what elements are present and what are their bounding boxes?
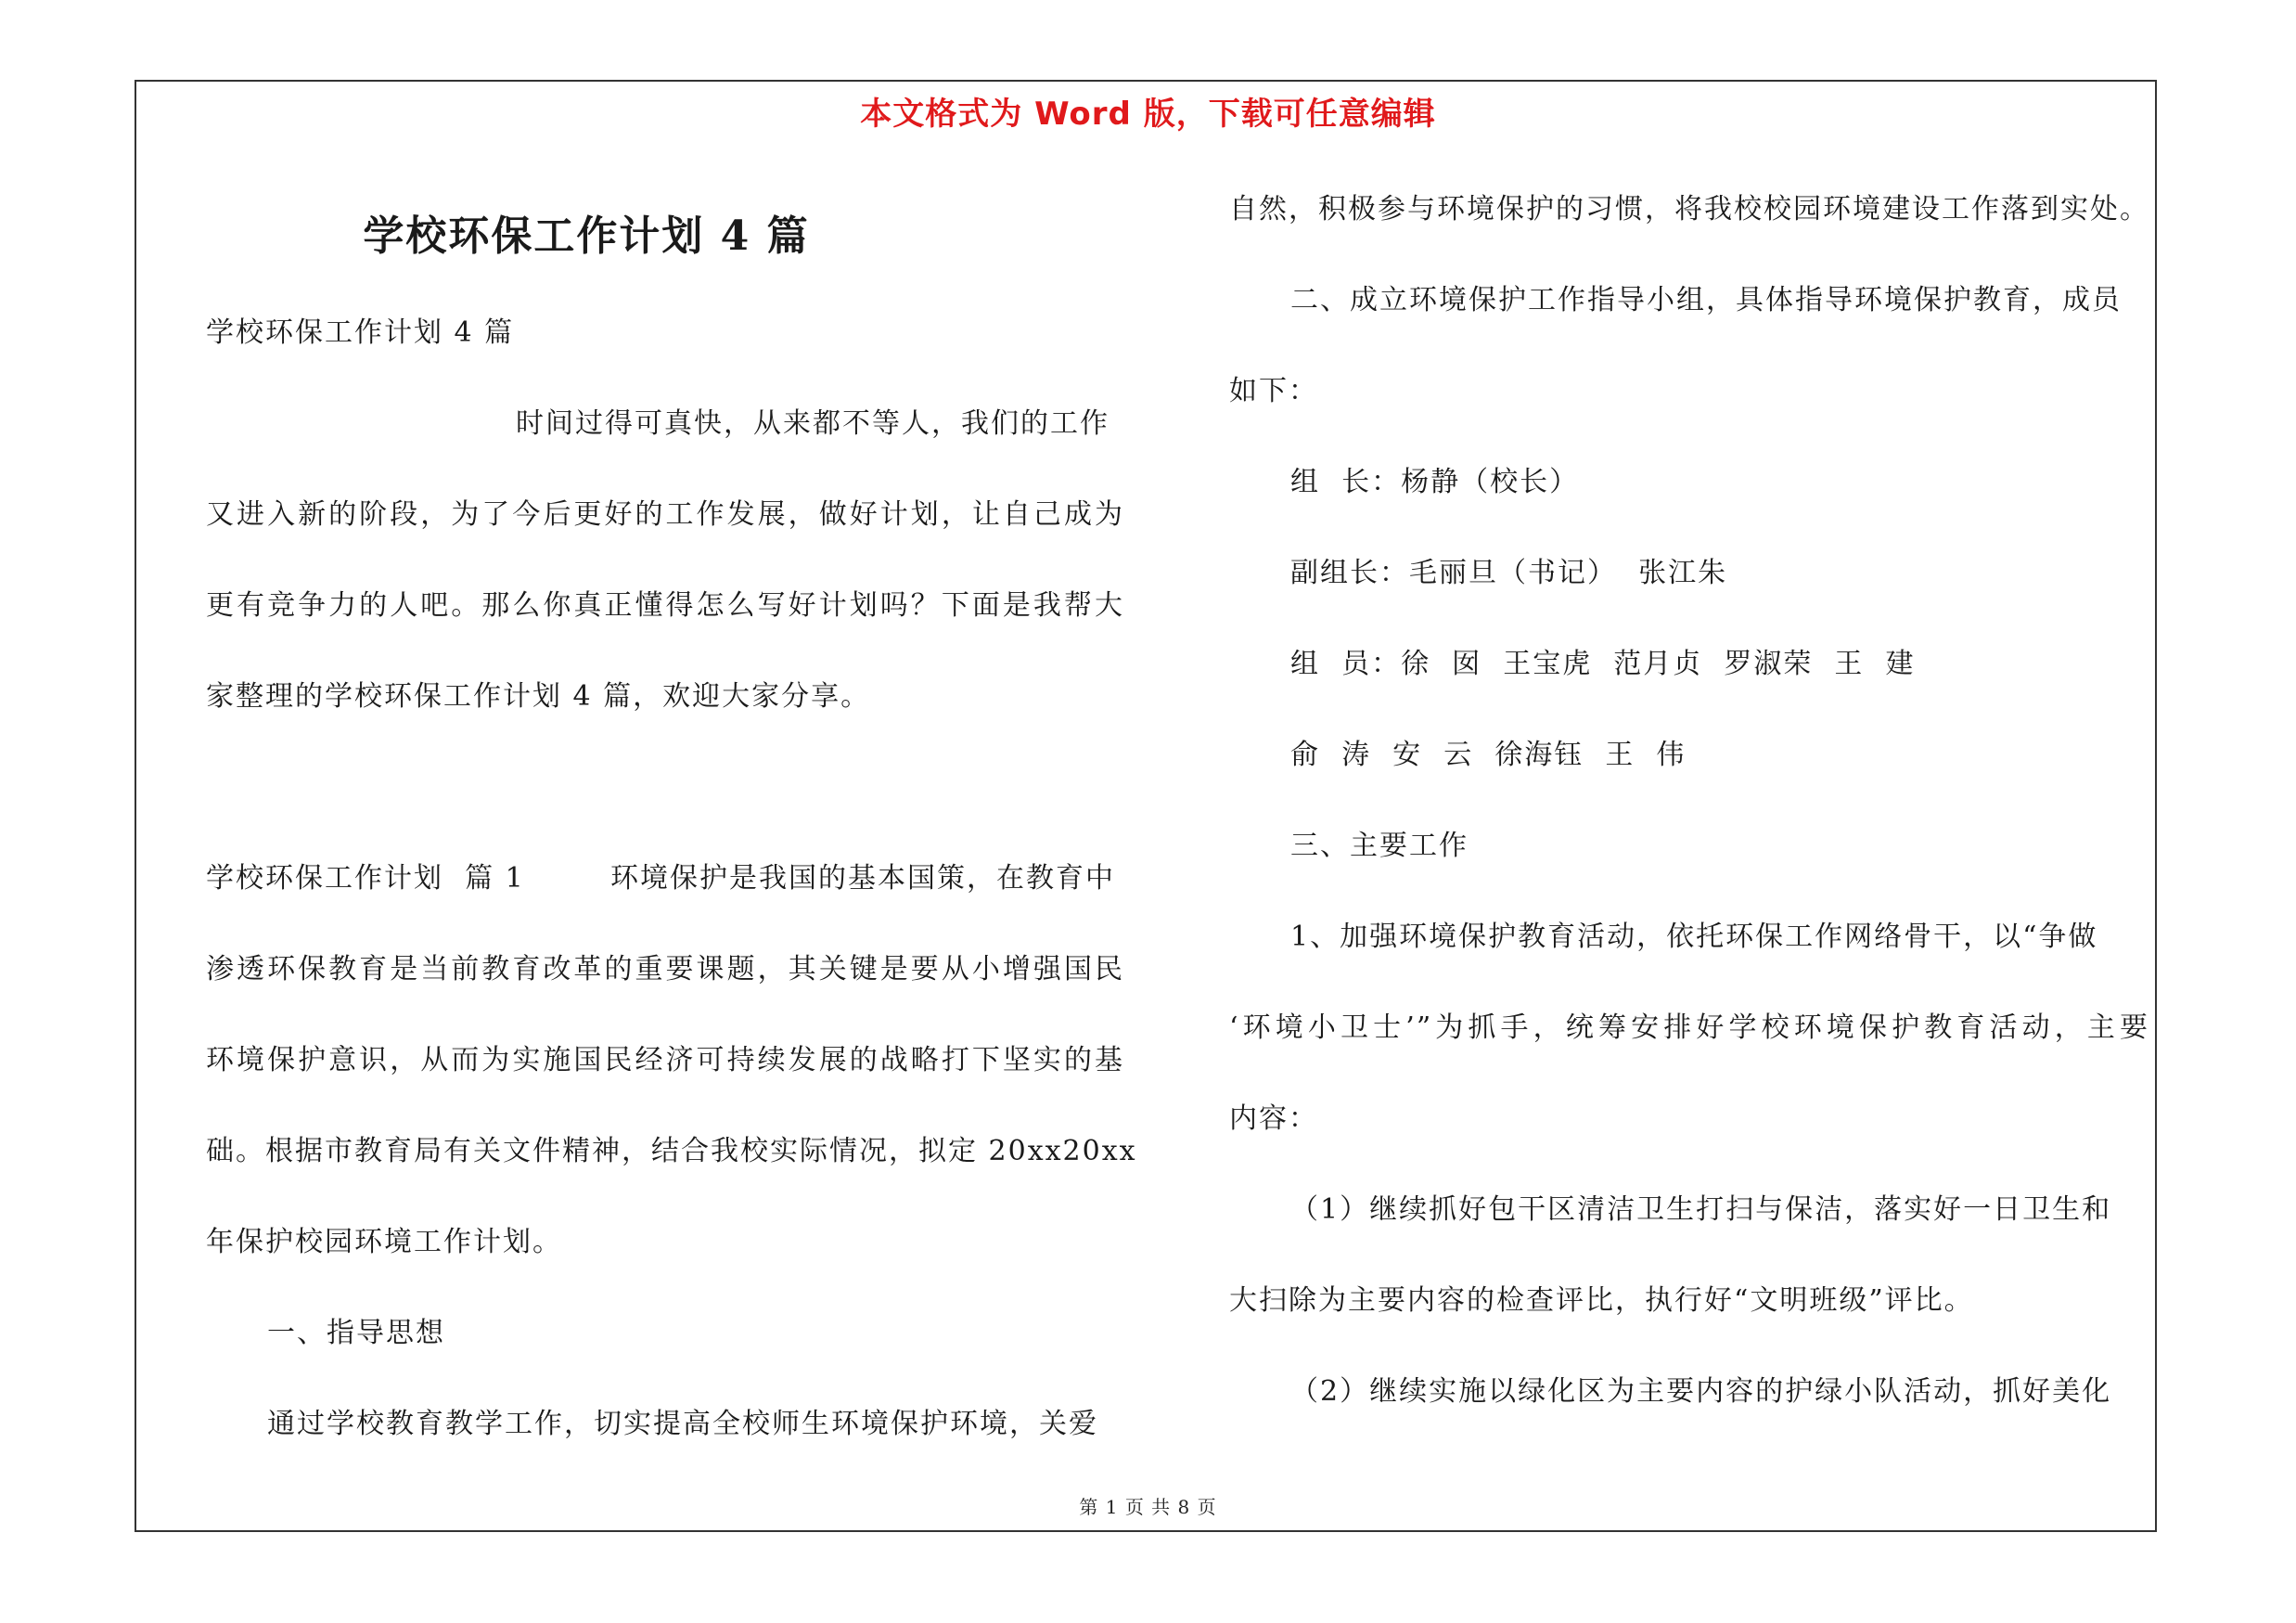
paragraph-line: 如下：	[1229, 375, 1318, 407]
paragraph-line: 更有竞争力的人吧。那么你真正懂得怎么写好计划吗？下面是我帮大	[206, 589, 1124, 622]
paragraph-line: （2）继续实施以绿化区为主要内容的护绿小队活动，抓好美化	[1290, 1375, 2112, 1408]
format-banner: 本文格式为 Word 版，下载可任意编辑	[860, 96, 1436, 133]
paragraph-line: 大扫除为主要内容的检查评比，执行好“文明班级”评比。	[1229, 1284, 1974, 1317]
paragraph-line: ‘环境小卫士’”为抓手，统筹安排好学校环境保护教育活动，主要	[1229, 1011, 2149, 1044]
blank-line	[206, 742, 1124, 833]
left-column	[206, 186, 1137, 1470]
paragraph-line: 家整理的学校环保工作计划 4 篇，欢迎大家分享。	[206, 680, 871, 713]
paragraph-line: 内容：	[1229, 1102, 1318, 1135]
subtitle-line: 学校环保工作计划 4 篇	[206, 316, 515, 349]
paragraph-line: 础。根据市教育局有关文件精神，结合我校实际情况，拟定 20xx20xx	[206, 1135, 1137, 1167]
paragraph-line: （1）继续抓好包干区清洁卫生打扫与保洁，落实好一日卫生和	[1290, 1193, 2112, 1226]
paragraph-line: 渗透环保教育是当前教育改革的重要课题，其关键是要从小增强国民	[206, 953, 1124, 985]
member-line: 组 长：杨静（校长）	[1290, 466, 1580, 498]
section-heading: 一、指导思想	[267, 1317, 445, 1349]
member-line: 组 员：徐 囡 王宝虎 范月贞 罗淑荣 王 建	[1290, 648, 1916, 680]
page-number: 第 1 页 共 8 页	[1079, 1496, 1217, 1518]
paragraph-line: 又进入新的阶段，为了今后更好的工作发展，做好计划，让自己成为	[206, 498, 1124, 531]
paragraph-line: 二、成立环境保护工作指导小组，具体指导环境保护教育，成员	[1290, 284, 2122, 316]
member-line: 副组长：毛丽旦（书记） 张江朱	[1290, 557, 1728, 589]
right-column	[1229, 164, 2149, 1437]
paragraph-line: 环境保护意识，从而为实施国民经济可持续发展的战略打下坚实的基	[206, 1044, 1124, 1076]
document-title: 学校环保工作计划 4 篇	[363, 213, 810, 260]
member-line: 俞 涛 安 云 徐海钰 王 伟	[1290, 739, 1687, 771]
paragraph-line: 自然，积极参与环境保护的习惯，将我校校园环境建设工作落到实处。	[1229, 193, 2149, 225]
paragraph-line: 时间过得可真快，从来都不等人，我们的工作	[516, 407, 1110, 440]
paragraph-line: 学校环保工作计划 篇 1 环境保护是我国的基本国策，在教育中	[206, 862, 1115, 895]
section-heading: 三、主要工作	[1290, 830, 1469, 862]
paragraph-line: 1、加强环境保护教育活动，依托环保工作网络骨干，以“争做	[1290, 921, 2098, 953]
paragraph-line: 通过学校教育教学工作，切实提高全校师生环境保护环境，关爱	[267, 1408, 1098, 1440]
paragraph-line: 年保护校园环境工作计划。	[206, 1226, 562, 1258]
